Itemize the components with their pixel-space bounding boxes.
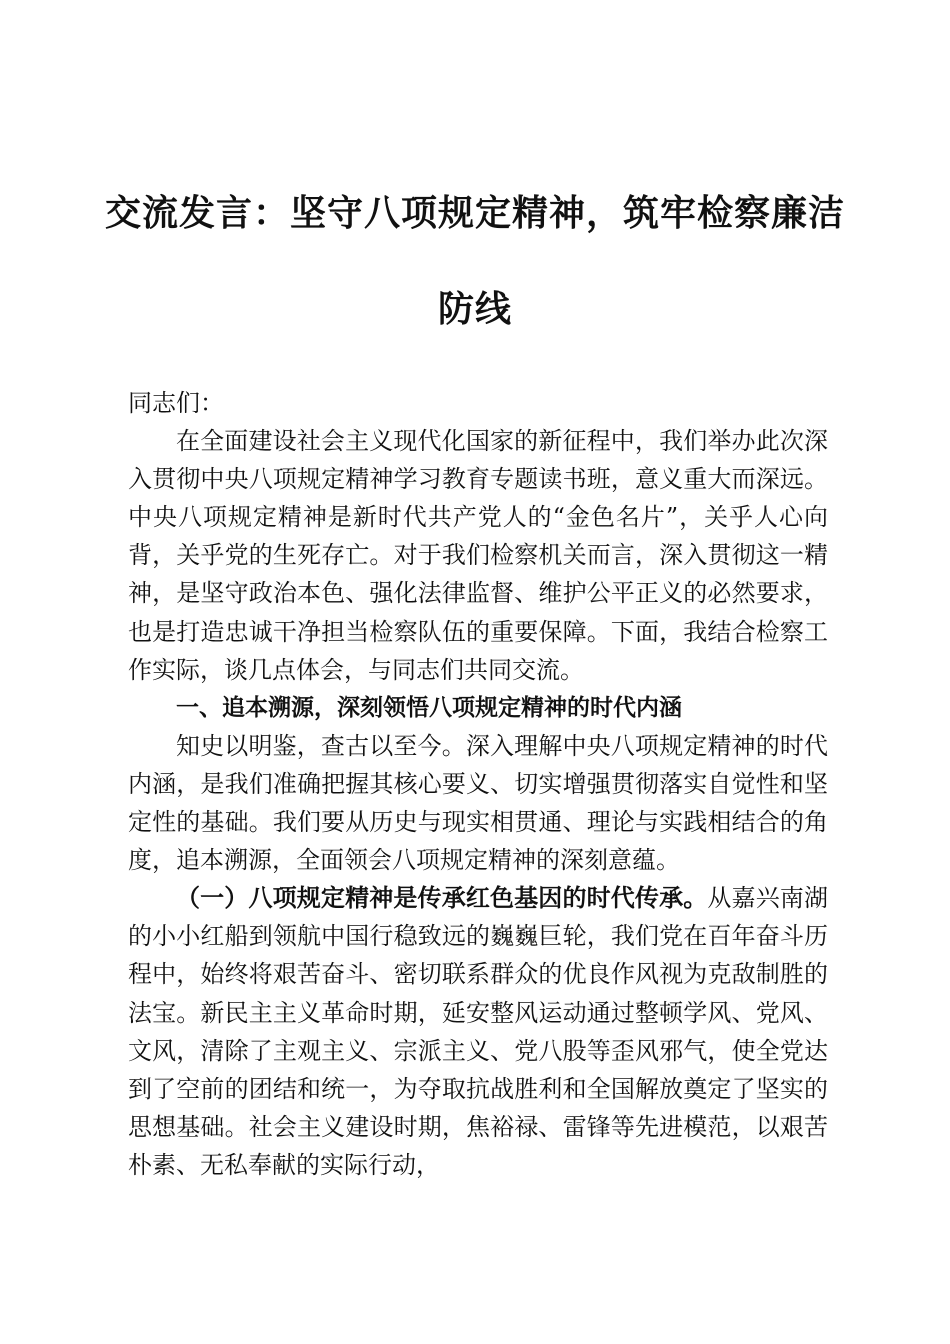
subsection-1-paragraph bbox=[128, 879, 828, 1184]
salutation: 同志们： bbox=[128, 389, 224, 417]
document-title-line-1: 交流发言：坚守八项规定精神，筑牢检察廉洁 bbox=[104, 193, 845, 234]
subsection-1-lead: （一）八项规定精神是传承红色基因的时代传承。 bbox=[176, 883, 708, 913]
document-title-line-2: 防线 bbox=[437, 289, 512, 330]
section-1-paragraph: 知史以明鉴，查古以至今。深入理解中央八项规定精神的时代内涵，是我们准确把握其核心要义、切实增强贯彻落实自觉性和坚定性的基础。我们要从历史与现实相贯通、理论与实践相结合的角度，追本溯源，全面领会八项规定精神的深刻意蕴。 bbox=[128, 731, 828, 875]
document-body bbox=[128, 384, 828, 1184]
subsection-1-text: 从嘉兴南湖的小小红船到领航中国行稳致远的巍巍巨轮，我们党在百年奋斗历程中，始终将艰苦奋斗、密切联系群众的优良作风视为克敌制胜的法宝。新民主主义革命时期，延安整风运动通过整顿学风、党风、文风，清除了主观主义、宗派主义、党八股等歪风邪气，使全党达到了空前的团结和统一，为夺取抗战胜利和全国解放奠定了坚实的思想基础。社会主义建设时期，焦裕禄、雷锋等先进模范，以艰苦朴素、无私奉献的实际行动， bbox=[128, 884, 829, 1179]
intro-paragraph: 在全面建设社会主义现代化国家的新征程中，我们举办此次深入贯彻中央八项规定精神学习教育专题读书班，意义重大而深远。中央八项规定精神是新时代共产党人的“金色名片”，关乎人心向背，关乎党的生死存亡。对于我们检察机关而言，深入贯彻这一精神，是坚守政治本色、强化法律监督、维护公平正义的必然要求，也是打造忠诚干净担当检察队伍的重要保障。下面，我结合检察工作实际，谈几点体会，与同志们共同交流。 bbox=[128, 427, 828, 684]
section-1-heading: 一、追本溯源，深刻领悟八项规定精神的时代内涵 bbox=[176, 694, 682, 721]
